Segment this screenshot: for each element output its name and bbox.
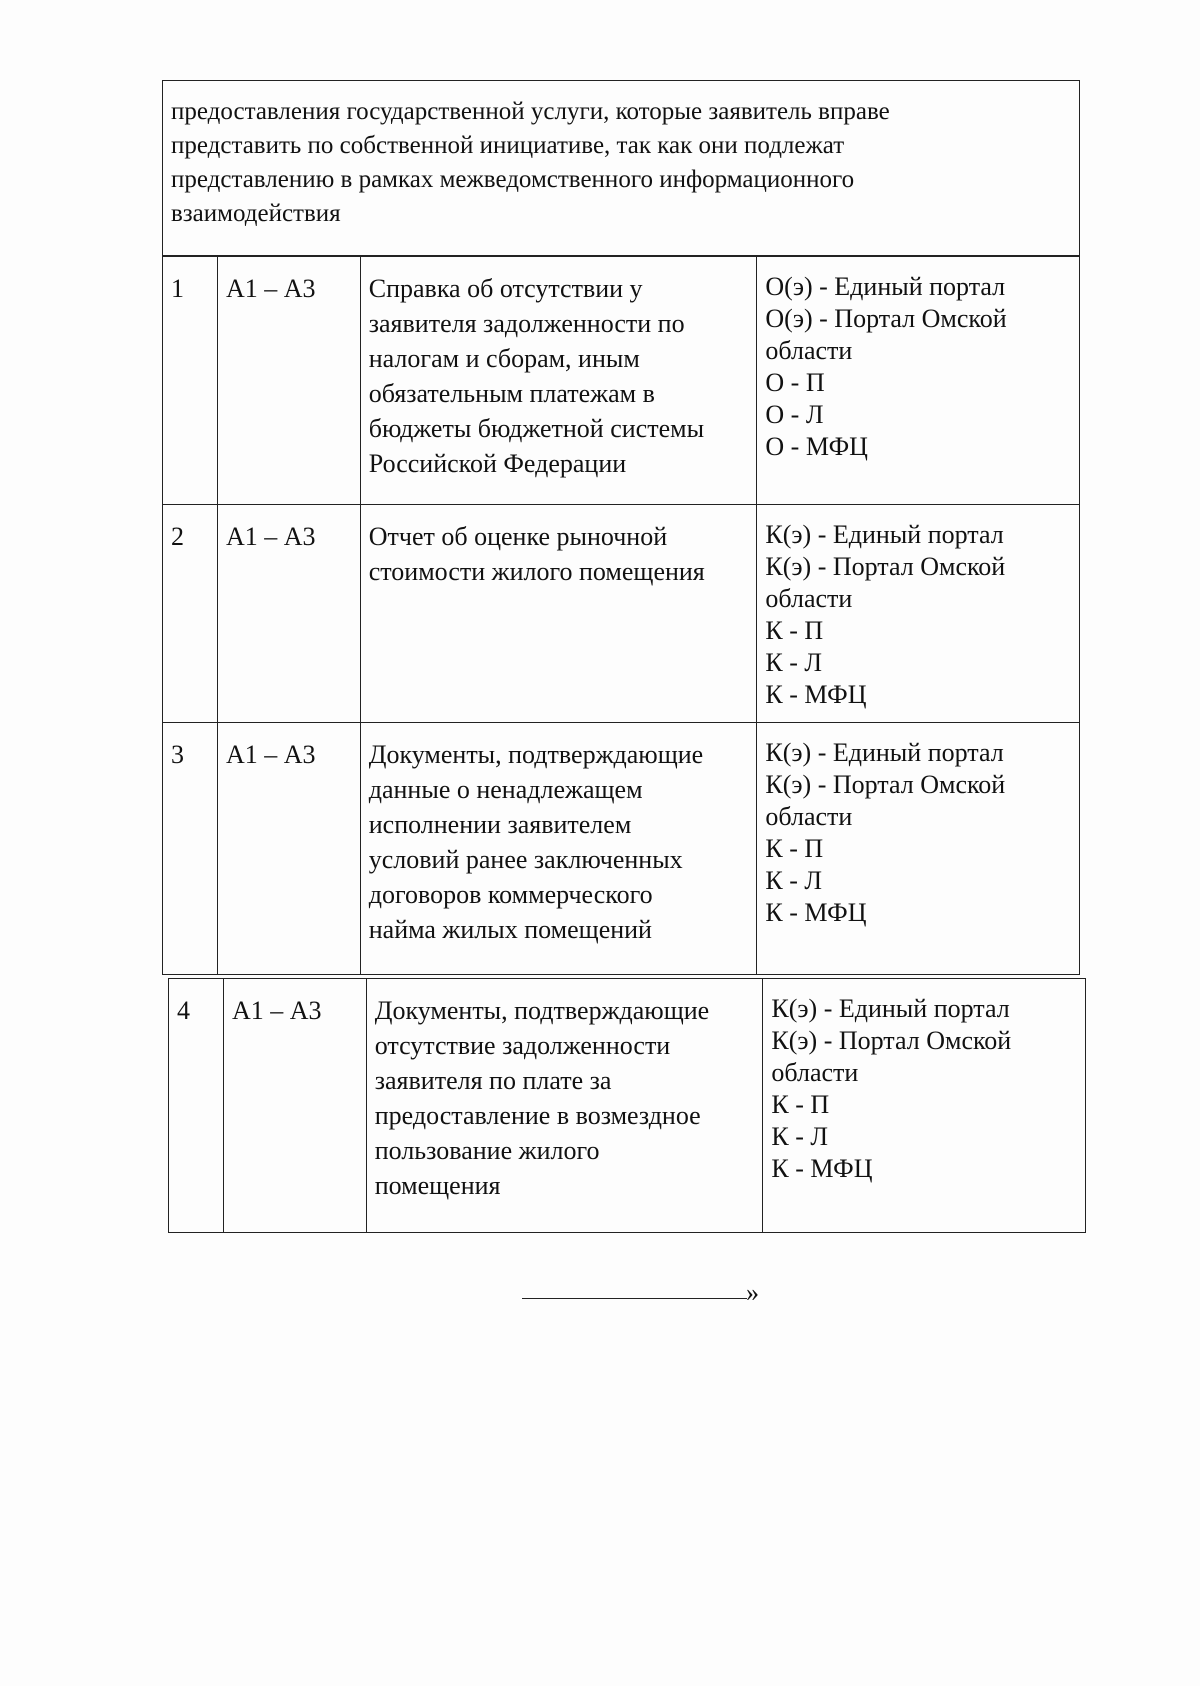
section-header-text: предоставления государственной услуги, которые заявитель вправе представить по собственной инициативе, так как они подлежат представлению в рамках межведомственного информационного взаимодействия (171, 98, 890, 227)
submission-ways-cell (763, 979, 1086, 1233)
documents-table-bottom (168, 978, 1086, 1233)
document-cell (360, 505, 757, 723)
way-item: К(э) - Портал Омской (765, 770, 1006, 799)
document-text: Отчет об оценке рыночной стоимости жилого помещения (368, 522, 705, 586)
document-text: Документы, подтверждающие отсутствие задолженности заявителя по плате за предоставление в возмездное пользование жилого помещения (374, 996, 710, 1200)
document-cell (360, 723, 757, 975)
way-item: К - П (765, 834, 824, 863)
row-number: 3 (171, 740, 184, 769)
way-item: К - Л (765, 866, 823, 895)
way-item: О - П (765, 368, 825, 397)
way-item: области (765, 584, 853, 613)
actions-cell (223, 979, 366, 1233)
closing-quote: » (746, 1278, 759, 1307)
submission-ways-cell (757, 505, 1080, 723)
way-item: К - П (771, 1090, 830, 1119)
way-item: К(э) - Единый портал (765, 520, 1004, 549)
submission-ways-cell (757, 257, 1080, 505)
way-item: К(э) - Портал Омской (771, 1026, 1012, 1055)
document-text: Документы, подтверждающие данные о ненадлежащем исполнении заявителем условий ранее заключенных договоров коммерческого найма жилых помещений (368, 740, 704, 944)
row-number: 4 (177, 996, 190, 1025)
way-item: О(э) - Портал Омской (765, 304, 1007, 333)
way-item: области (765, 802, 853, 831)
submission-ways-cell (757, 723, 1080, 975)
way-item: области (765, 336, 853, 365)
way-item: К - МФЦ (771, 1154, 873, 1183)
actions-text: А1 – А3 (225, 274, 316, 303)
table-row (163, 257, 1080, 505)
actions-text: А1 – А3 (225, 740, 316, 769)
way-item: К - Л (765, 648, 823, 677)
way-item: О(э) - Единый портал (765, 272, 1006, 301)
way-item: К(э) - Единый портал (765, 738, 1004, 767)
section-header-cell (162, 80, 1080, 256)
actions-text: А1 – А3 (225, 522, 316, 551)
table-row (163, 505, 1080, 723)
way-item: области (771, 1058, 859, 1087)
way-item: К - МФЦ (765, 680, 867, 709)
document-text: Справка об отсутствии у заявителя задолженности по налогам и сборам, иным обязательным платежам в бюджеты бюджетной системы Российской Федерации (368, 274, 705, 478)
actions-cell (217, 257, 360, 505)
signature-underline (522, 1298, 747, 1299)
way-item: О - Л (765, 400, 824, 429)
documents-table-top (162, 256, 1080, 975)
way-item: К - МФЦ (765, 898, 867, 927)
document-cell (360, 257, 757, 505)
actions-cell (217, 723, 360, 975)
way-item: К(э) - Портал Омской (765, 552, 1006, 581)
way-item: К - П (765, 616, 824, 645)
row-number: 1 (171, 274, 184, 303)
row-number-cell (163, 505, 218, 723)
table-row (163, 723, 1080, 975)
actions-text: А1 – А3 (231, 996, 322, 1025)
table-row (169, 979, 1086, 1233)
row-number-cell (163, 723, 218, 975)
way-item: К(э) - Единый портал (771, 994, 1010, 1023)
actions-cell (217, 505, 360, 723)
row-number-cell (163, 257, 218, 505)
row-number-cell (169, 979, 224, 1233)
way-item: К - Л (771, 1122, 829, 1151)
row-number: 2 (171, 522, 184, 551)
document-cell (366, 979, 763, 1233)
way-item: О - МФЦ (765, 432, 868, 461)
